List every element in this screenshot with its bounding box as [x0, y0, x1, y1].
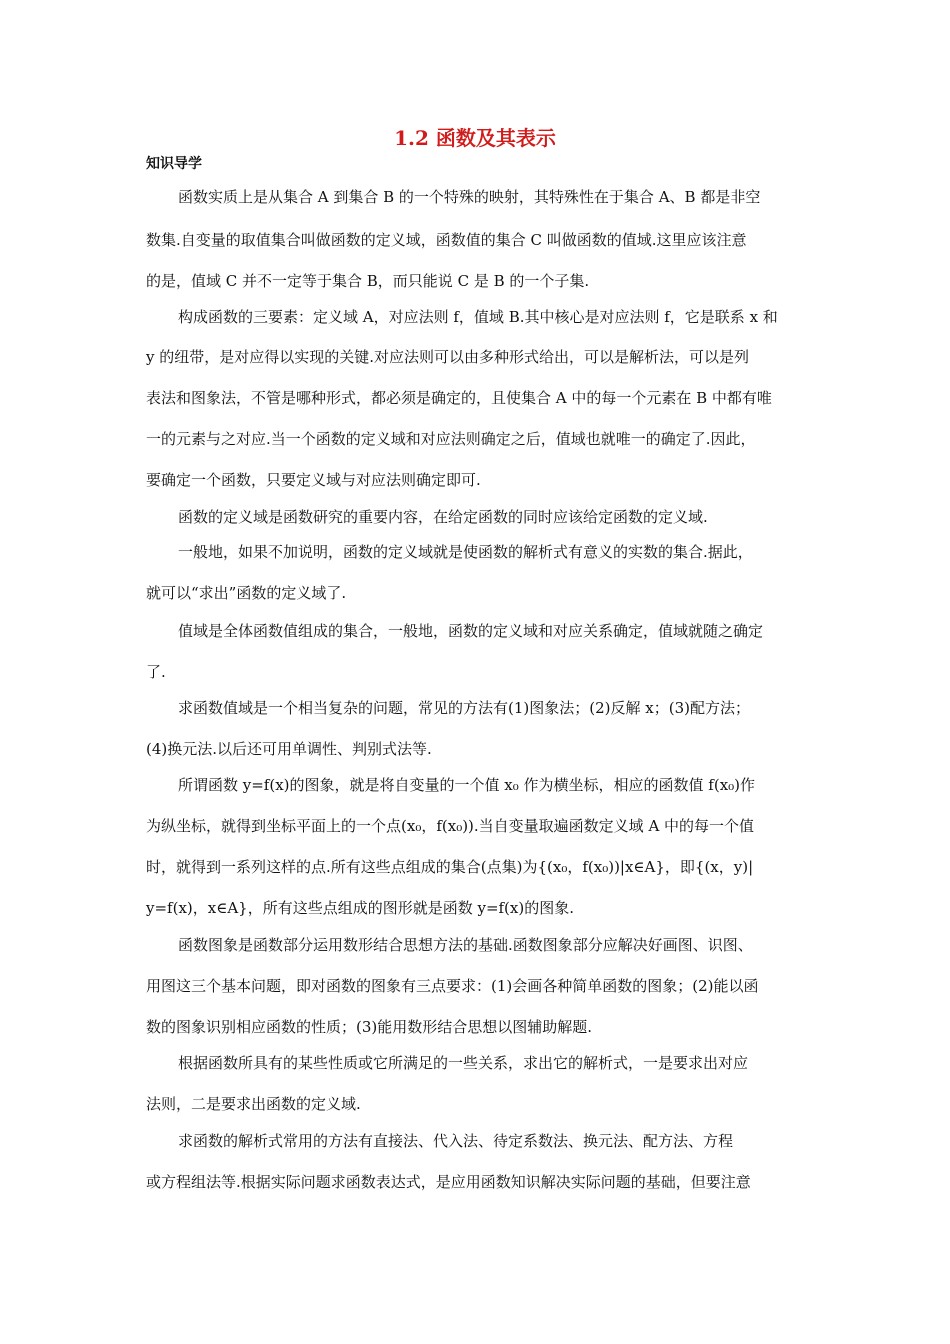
text-line: y 的纽带，是对应得以实现的关键.对应法则可以由多种形式给出，可以是解析法，可以是列	[146, 348, 750, 366]
text-line: 了.	[146, 663, 166, 681]
text-line: 数的图象识别相应函数的性质；(3)能用数形结合思想以图辅助解题.	[146, 1018, 593, 1036]
text-line: 所谓函数 y=f(x)的图象，就是将自变量的一个值 x₀ 作为横坐标，相应的函数值 f(x₀)作	[178, 776, 756, 794]
text-line: 根据函数所具有的某些性质或它所满足的一些关系，求出它的解析式，一是要求出对应	[178, 1054, 749, 1072]
text-line: 就可以“求出”函数的定义域了.	[146, 584, 347, 602]
text-line: 或方程组法等.根据实际问题求函数表达式，是应用函数知识解决实际问题的基础，但要注意	[146, 1173, 751, 1191]
text-line: 函数实质上是从集合 A 到集合 B 的一个特殊的映射，其特殊性在于集合 A、B 都是非空	[178, 188, 761, 206]
text-line: 为纵坐标，就得到坐标平面上的一个点(x₀，f(x₀)).当自变量取遍函数定义域 A 中的每一个值	[146, 817, 755, 835]
section-heading: 知识导学	[146, 156, 202, 172]
text-line: 值域是全体函数值组成的集合，一般地，函数的定义域和对应关系确定，值域就随之确定	[178, 622, 764, 640]
text-line: 构成函数的三要素：定义域 A，对应法则 f，值域 B.其中核心是对应法则 f，它是联系 x 和	[178, 308, 778, 326]
text-line: 用图这三个基本问题，即对函数的图象有三点要求：(1)会画各种简单函数的图象；(2)能以函	[146, 977, 759, 995]
text-line: 的是，值域 C 并不一定等于集合 B，而只能说 C 是 B 的一个子集.	[146, 272, 590, 290]
text-line: 求函数的解析式常用的方法有直接法、代入法、待定系数法、换元法、配方法、方程	[178, 1132, 734, 1150]
text-line: 函数图象是函数部分运用数形结合思想方法的基础.函数图象部分应解决好画图、识图、	[178, 936, 753, 954]
text-line: (4)换元法.以后还可用单调性、判别式法等.	[146, 740, 432, 758]
text-line: 法则，二是要求出函数的定义域.	[146, 1095, 361, 1113]
text-line: 函数的定义域是函数研究的重要内容，在给定函数的同时应该给定函数的定义域.	[178, 508, 708, 526]
text-line: 求函数值域是一个相当复杂的问题，常见的方法有(1)图象法；(2)反解 x；(3)配方法；	[178, 699, 750, 717]
text-line: 要确定一个函数，只要定义域与对应法则确定即可.	[146, 471, 481, 489]
text-line: 表法和图象法，不管是哪种形式，都必须是确定的，且使集合 A 中的每一个元素在 B 中都有唯	[146, 389, 772, 407]
text-line: 一的元素与之对应.当一个函数的定义域和对应法则确定之后，值域也就唯一的确定了.因此，	[146, 430, 756, 448]
text-line: 一般地，如果不加说明，函数的定义域就是使函数的解析式有意义的实数的集合.据此，	[178, 543, 753, 561]
text-line: y=f(x)，x∈A}，所有这些点组成的图形就是函数 y=f(x)的图象.	[146, 899, 574, 917]
text-line: 数集.自变量的取值集合叫做函数的定义域，函数值的集合 C 叫做函数的值域.这里应该注意	[146, 231, 747, 249]
page-title: 1.2 函数及其表示	[394, 126, 556, 150]
text-line: 时，就得到一系列这样的点.所有这些点组成的集合(点集)为{(x₀，f(x₀))|x∈A}，即{(x，y)|	[146, 858, 754, 876]
